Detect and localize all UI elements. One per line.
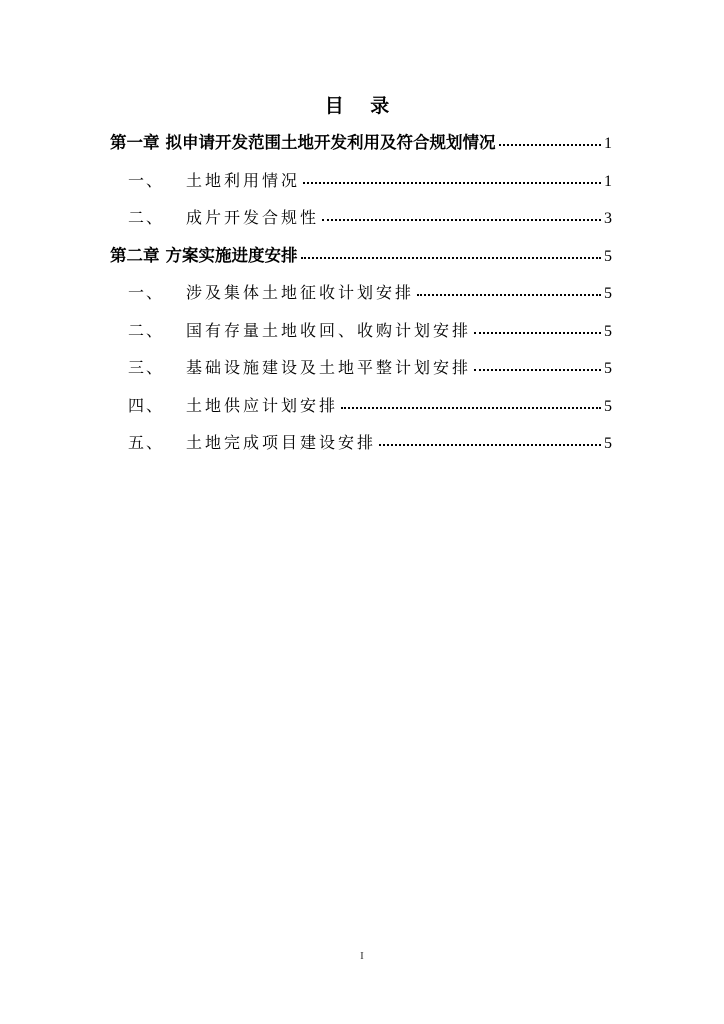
toc-entry-page: 5 — [604, 247, 612, 265]
toc-entry-number: 四、 — [128, 395, 165, 415]
toc-entry-page: 5 — [604, 360, 612, 377]
toc-entry-number: 第一章 — [110, 133, 160, 152]
toc-entry-section[interactable] — [110, 391, 612, 429]
toc-entry-text: 方案实施进度安排 — [165, 245, 298, 265]
toc-title: 目 录 — [324, 95, 400, 117]
toc-entry-section[interactable] — [110, 166, 612, 204]
toc-entry-number: 一、 — [128, 170, 165, 190]
toc-entry-text: 成片开发合规性 — [186, 208, 320, 227]
toc-entry-page: 5 — [604, 322, 612, 340]
dot-leader — [474, 318, 601, 334]
toc-entry-page: 1 — [604, 172, 612, 190]
toc-entry-section[interactable] — [110, 428, 612, 466]
dot-leader — [301, 243, 602, 259]
toc-entry-page: 5 — [604, 397, 612, 415]
toc-entry-text: 国有存量土地收回、收购计划安排 — [186, 320, 472, 340]
toc-entry-section[interactable] — [110, 316, 612, 354]
toc-entry-text: 土地完成项目建设安排 — [186, 433, 377, 452]
dot-leader — [474, 355, 601, 371]
page-number: I — [360, 950, 364, 962]
toc-entry-number: 第二章 — [110, 245, 160, 265]
toc-entry-number: 五、 — [128, 433, 165, 452]
toc-list — [110, 128, 612, 466]
toc-entry-section[interactable] — [110, 278, 612, 316]
toc-entry-section[interactable] — [110, 353, 612, 391]
toc-entry-chapter-2[interactable] — [110, 241, 612, 279]
dot-leader — [379, 430, 601, 446]
toc-entry-text: 涉及集体土地征收计划安排 — [186, 283, 415, 302]
dot-leader — [499, 130, 602, 146]
dot-leader — [303, 168, 601, 184]
toc-entry-text: 土地利用情况 — [186, 170, 301, 190]
dot-leader — [322, 205, 601, 221]
toc-entry-text: 基础设施建设及土地平整计划安排 — [186, 358, 472, 377]
dot-leader — [341, 393, 601, 409]
toc-entry-page: 5 — [604, 435, 612, 452]
toc-entry-chapter-1[interactable] — [110, 128, 612, 166]
toc-entry-number: 三、 — [128, 358, 165, 377]
toc-entry-text: 拟申请开发范围土地开发利用及符合规划情况 — [165, 133, 496, 152]
toc-entry-page: 3 — [604, 210, 612, 227]
toc-entry-number: 一、 — [128, 283, 165, 302]
dot-leader — [417, 280, 601, 296]
toc-entry-text: 土地供应计划安排 — [186, 395, 339, 415]
toc-entry-section[interactable] — [110, 203, 612, 241]
toc-entry-page: 1 — [604, 135, 612, 152]
toc-entry-number: 二、 — [128, 320, 165, 340]
toc-entry-page: 5 — [604, 285, 612, 302]
toc-entry-number: 二、 — [128, 208, 165, 227]
